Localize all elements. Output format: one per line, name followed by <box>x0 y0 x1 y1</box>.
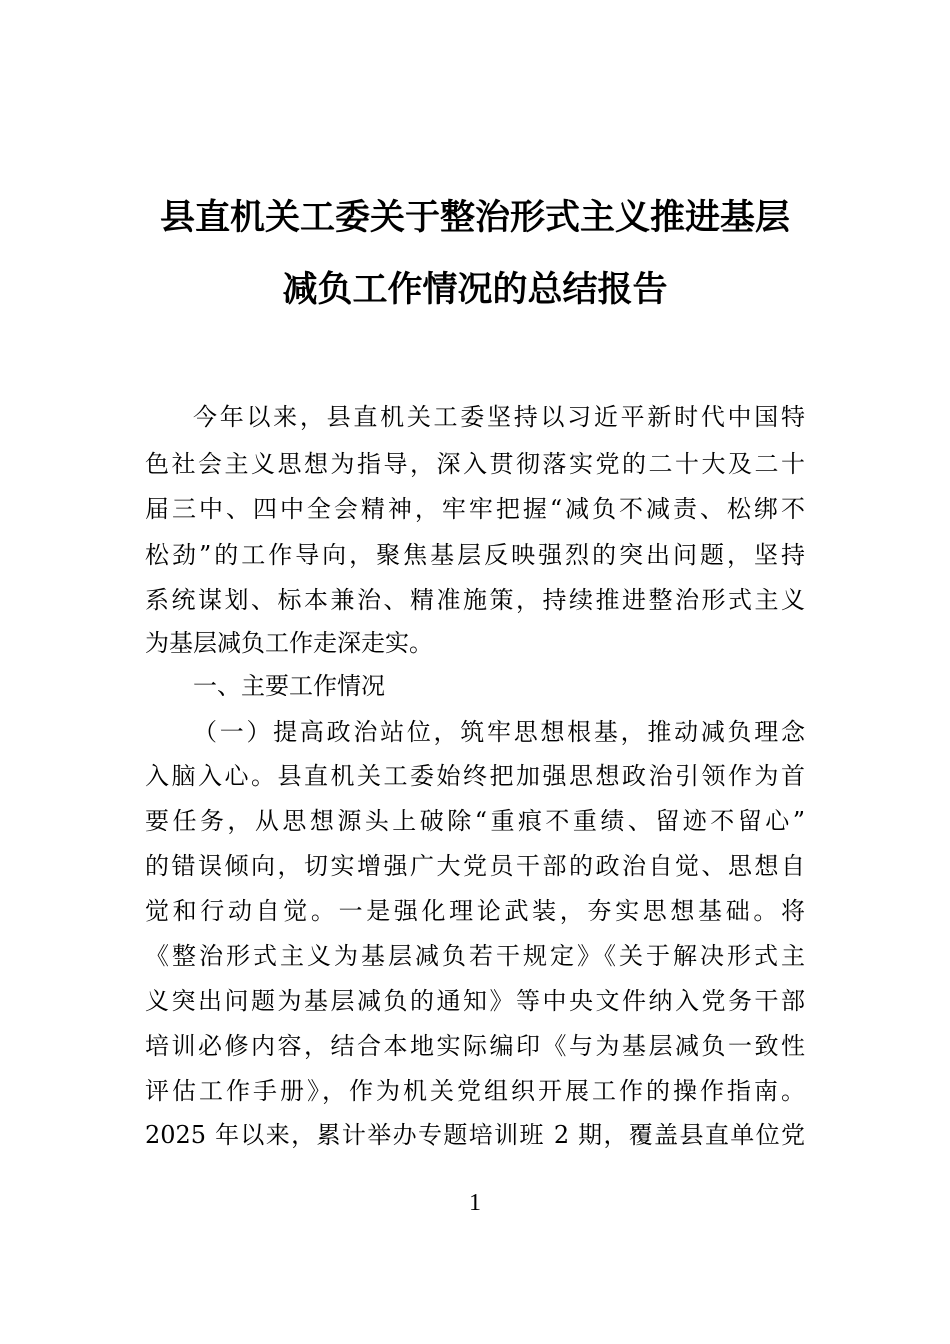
section-heading: 一、主要工作情况 <box>193 672 385 700</box>
subsection-paragraph-line: 评估工作手册》，作为机关党组织开展工作的操作指南。 <box>145 1077 805 1105</box>
intro-paragraph-line: 系统谋划、标本兼治、精准施策，持续推进整治形式主义 <box>145 586 805 614</box>
subsection-paragraph-line: 觉和行动自觉。一是强化理论武装，夯实思想基础。将 <box>145 897 805 925</box>
subsection-paragraph-line: 入脑入心。县直机关工委始终把加强思想政治引领作为首 <box>145 762 805 790</box>
intro-paragraph-line: 今年以来，县直机关工委坚持以习近平新时代中国特 <box>193 403 805 431</box>
subsection-paragraph-line: （一）提高政治站位，筑牢思想根基，推动减负理念 <box>193 718 805 746</box>
subsection-paragraph-line: 的错误倾向，切实增强广大党员干部的政治自觉、思想自 <box>145 852 805 880</box>
intro-paragraph-line: 为基层减负工作走深走实。 <box>145 629 433 657</box>
document-title-line-2: 减负工作情况的总结报告 <box>282 270 668 310</box>
intro-paragraph-line: 松劲”的工作导向，聚焦基层反映强烈的突出问题，坚持 <box>145 541 805 569</box>
subsection-paragraph-line: 培训必修内容，结合本地实际编印《与为基层减负一致性 <box>145 1032 805 1060</box>
subsection-paragraph-line: 义突出问题为基层减负的通知》等中央文件纳入党务干部 <box>145 987 805 1015</box>
document-title-line-1: 县直机关工委关于整治形式主义推进基层 <box>159 198 790 238</box>
subsection-paragraph-line: 2025 年以来，累计举办专题培训班 2 期，覆盖县直单位党 <box>145 1121 805 1149</box>
intro-paragraph-line: 届三中、四中全会精神，牢牢把握“减负不减责、松绑不 <box>145 495 805 523</box>
subsection-paragraph-line: 《整治形式主义为基层减负若干规定》《关于解决形式主 <box>145 942 805 970</box>
page-number: 1 <box>469 1190 481 1216</box>
intro-paragraph-line: 色社会主义思想为指导，深入贯彻落实党的二十大及二十 <box>145 450 805 478</box>
subsection-paragraph-line: 要任务，从思想源头上破除“重痕不重绩、留迹不留心” <box>145 807 805 835</box>
